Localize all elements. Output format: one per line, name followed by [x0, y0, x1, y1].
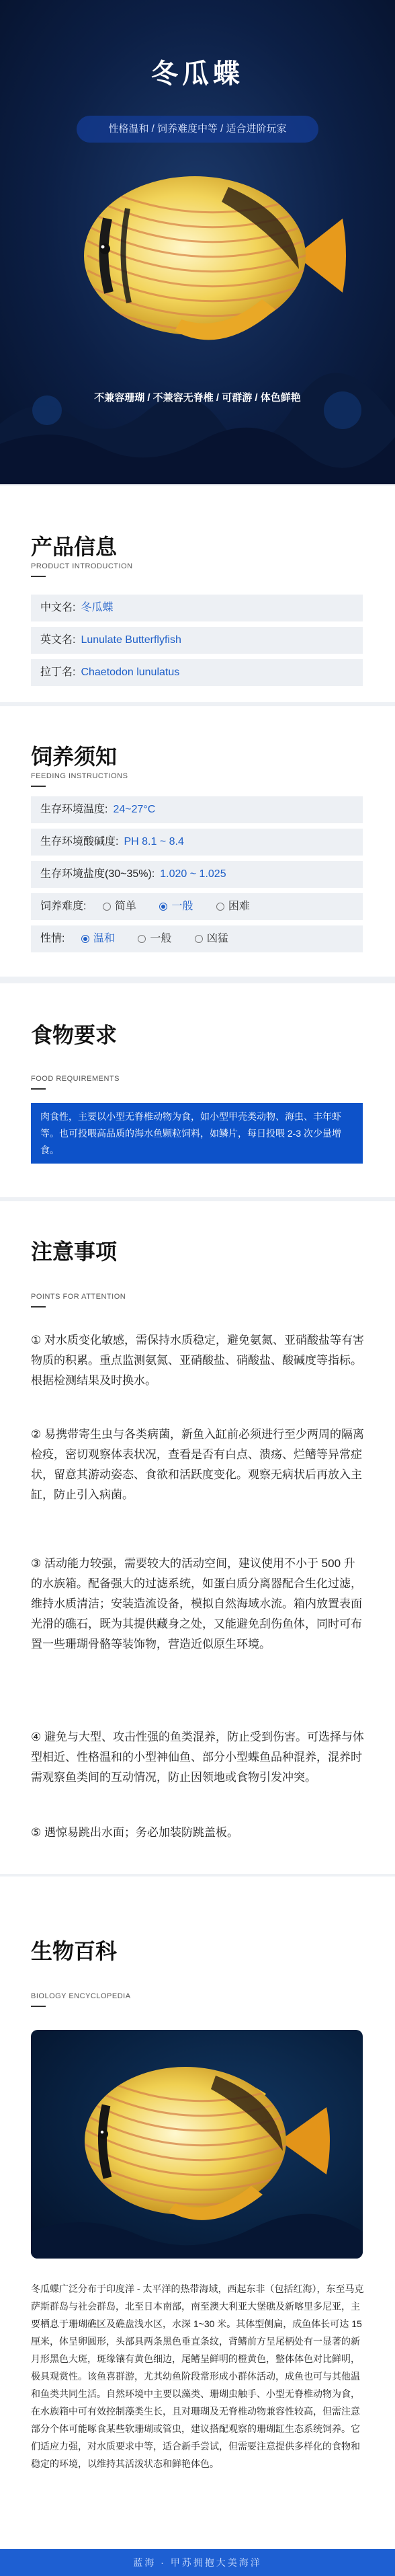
feeding-title: 饲养须知 [31, 745, 118, 769]
info-label: 饲养难度: [40, 901, 87, 912]
info-value: Lunulate Butterflyfish [81, 634, 181, 646]
info-label: 生存环境酸碱度: [40, 836, 119, 847]
info-row-difficulty [31, 893, 363, 920]
info-label: 英文名: [40, 634, 76, 646]
info-value: Chaetodon lunulatus [81, 667, 180, 678]
radio-icon [138, 935, 146, 943]
section-rule [31, 2006, 46, 2007]
feeding-subtitle: FEEDING INSTRUCTIONS [31, 772, 128, 780]
product-title: 产品信息 [31, 535, 118, 559]
attention-item-3: ③ 活动能力较强，需要较大的活动空间，建议使用不小于 500 升的水族箱。配备强大的过滤系统，如蛋白质分离器配合生化过滤，维持水质清洁；安装造流设备，模拟自然海域水流。箱内放置表面光滑的礁石，既为其提供藏身之处，又能避免刮伤鱼体，同时可布置一些珊瑚骨骼等装饰物，营造近似原生环境。 [31, 1557, 362, 1651]
info-value: 24~27°C [113, 804, 156, 815]
section-rule [31, 576, 46, 577]
footer-banner: 蓝海 · 甲苏拥抱大美海洋 [0, 2549, 395, 2576]
product-subtitle: PRODUCT INTRODUCTION [31, 562, 133, 570]
attention-item-1: ① 对水质变化敏感，需保持水质稳定，避免氨氮、亚硝酸盐等有害物质的积累。重点监测氨氮、亚硝酸盐、硝酸盐、酸碱度等指标。根据检测结果及时换水。 [31, 1334, 364, 1387]
difficulty-option-hard[interactable]: 困难 [216, 893, 250, 920]
info-label: 生存环境盐度(30~35%): [40, 868, 155, 880]
food-description: 肉食性，主要以小型无脊椎动物为食，如小型甲壳类动物、海虫、丰年虾等。也可投喂高品质的海水鱼颗粒饲料，如鳞片，每日投喂 2-3 次少量增食。 [31, 1103, 363, 1164]
info-row-temper [31, 925, 363, 952]
radio-icon [103, 903, 111, 911]
attention-item-2: ② 易携带寄生虫与各类病菌，新鱼入缸前必须进行至少两周的隔离检疫，密切观察体表状况，查看是否有白点、溃疡、烂鳍等异常症状，留意其游动姿态、食欲和活跃度变化。观察无病状后再放入主缸，防止引入病菌。 [31, 1428, 364, 1501]
food-section [0, 983, 395, 1197]
food-title: 食物要求 [31, 1023, 118, 1047]
info-row-salinity [31, 861, 363, 888]
section-rule [31, 786, 46, 787]
radio-icon [195, 935, 203, 943]
section-rule [31, 1306, 46, 1308]
wiki-title: 生物百科 [31, 1939, 118, 1963]
info-value: PH 8.1 ~ 8.4 [124, 836, 184, 847]
radio-checked-icon [159, 903, 167, 911]
info-value: 1.020 ~ 1.025 [160, 868, 226, 880]
radio-icon [216, 903, 224, 911]
section-rule [31, 1088, 46, 1090]
temper-option-mild[interactable]: 温和 [81, 925, 115, 952]
info-row-ph [31, 829, 363, 856]
attention-item-4: ④ 避免与大型、攻击性强的鱼类混养，防止受到伤害。可选择与体型相近、性格温和的小型神仙鱼、部分小型蝶鱼品种混养，混养时需观察鱼类间的互动情况，防止因领地或食物引发冲突。 [31, 1731, 364, 1784]
info-label: 性情: [40, 933, 65, 944]
fish-photo [31, 2030, 363, 2259]
difficulty-option-easy[interactable]: 简单 [103, 893, 136, 920]
butterflyfish-photo-illustration [31, 2030, 363, 2259]
radio-checked-icon [81, 935, 89, 943]
info-row-chinese-name [31, 595, 363, 621]
attention-subtitle: POINTS FOR ATTENTION [31, 1293, 126, 1301]
attention-item-5: ⑤ 遇惊易跳出水面；务必加装防跳盖板。 [31, 1826, 238, 1839]
wiki-subtitle: BIOLOGY ENCYCLOPEDIA [31, 1992, 131, 2000]
hero-tags-pill: 性格温和 / 饲养难度中等 / 适合进阶玩家 [77, 116, 318, 143]
hero-banner [0, 0, 395, 484]
wiki-text: 冬瓜蝶广泛分布于印度洋 - 太平洋的热带海域，西起东非（包括红海），东至马克萨斯群岛与社会群岛，北至日本南部，南至澳大利亚大堡礁及新喀里多尼亚，主要栖息于珊瑚礁区及礁盘浅水区，水深 1~30 米。其体型侧扁，成鱼体长可达 15 厘米，体呈卵圆形，头部具两条黑色垂直条纹，背鳍前方呈尾柄处有一显著的新月形黑色大斑，斑缘镶有黄色细边，尾鳍呈鲜明的橙黄色，整体体色对比鲜明，极具观赏性。该鱼喜群游，尤其幼鱼阶段常形成小群体活动，成鱼也可与其他温和鱼类共同生活。自然环境中主要以藻类、珊瑚虫触手、小型无脊椎动物为食，在水族箱中可有效控制藻类生长，且对珊瑚及无脊椎动物兼容性较高，但需注意部分个体可能啄食某些软珊瑚或管虫，建议搭配观察的珊瑚缸生态系统饲养。它们适应力强，对水质要求中等，适合新手尝试，但需要注意提供多样化的食物和稳定的环境，以维持其活泼状态和鲜艳体色。 [31, 2283, 364, 2469]
info-value: 冬瓜蝶 [81, 602, 114, 613]
info-label: 生存环境温度: [40, 804, 108, 815]
food-subtitle: FOOD REQUIREMENTS [31, 1075, 120, 1083]
info-label: 拉丁名: [40, 667, 76, 678]
butterflyfish-illustration [27, 155, 363, 356]
info-row-english-name [31, 627, 363, 654]
temper-option-normal[interactable]: 一般 [138, 925, 171, 952]
temper-option-fierce[interactable]: 凶猛 [195, 925, 228, 952]
info-row-temperature [31, 796, 363, 823]
attention-title: 注意事项 [31, 1240, 118, 1264]
info-row-latin-name [31, 659, 363, 686]
difficulty-option-medium[interactable]: 一般 [159, 893, 193, 920]
hero-features: 不兼容珊瑚 / 不兼容无脊椎 / 可群游 / 体色鲜艳 [94, 392, 301, 404]
info-label: 中文名: [40, 602, 76, 613]
page-title: 冬瓜蝶 [151, 59, 244, 89]
